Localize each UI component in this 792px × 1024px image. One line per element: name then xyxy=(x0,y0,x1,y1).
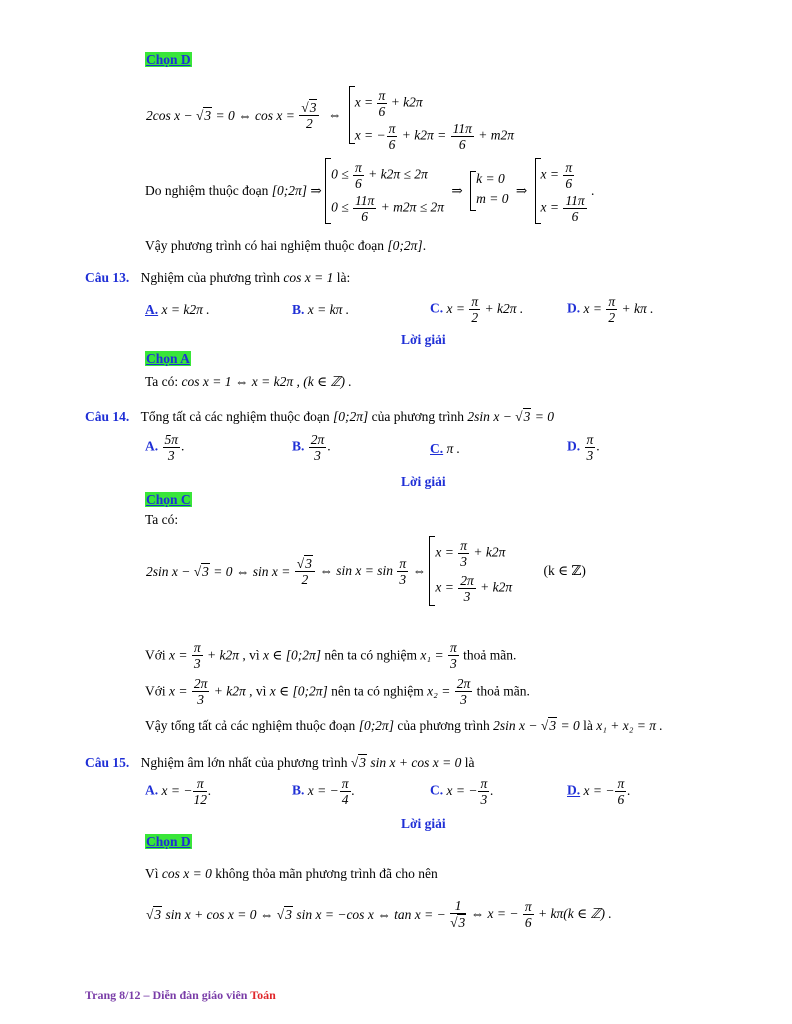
q14-option-b[interactable]: B. $\frac{2\pi}{3}$ . xyxy=(292,432,331,463)
question-15: Câu 15. Nghiệm âm lớn nhất của phương trình √3 sin x + cos x = 0 là xyxy=(85,755,475,770)
q12-interval-condition: Do nghiệm thuộc đoạn [0;2π] ⇒ 0 ≤ $\frac{\pi}{6}$ + k2π ≤ 2π 0 ≤ $\frac{11\pi}{6}$ + m2π ≤ 2π ⇒ k = 0 m = 0 ⇒ x = $\frac{\pi}{6}$ x = $\frac{11\pi}{6}$ . xyxy=(145,160,595,224)
q14-case-2: Với x = $\frac{2\pi}{3}$ + k2π , vì x ∈ [0;2π] nên ta có nghiệm x₂ = $\frac{2\pi}{3}$ thoả mãn. xyxy=(145,676,530,707)
q15-reason: Vì cos x = 0 không thỏa mãn phương trình đã cho nên xyxy=(145,866,438,881)
q13-option-b[interactable]: B. x = kπ . xyxy=(292,302,350,317)
page-footer: Trang 8/12 – Diễn đàn giáo viên Toán xyxy=(85,988,276,1002)
q14-equation: 2sin x − √3 = 0 ⇔ sin x = $\frac{√3}{2}$ ⇔ sin x = sin $\frac{\pi}{3}$ ⇔ x = $\frac{\pi}{3}$ + k2π x = $\frac{2\pi}{3}$ + k2π (k ∈ ℤ) xyxy=(146,538,586,604)
q14-ta-co: Ta có: xyxy=(145,512,179,527)
q14-solution-heading: Lời giải xyxy=(401,474,446,489)
question-13: Câu 13. Nghiệm của phương trình cos x = 1 là: xyxy=(85,270,351,285)
q15-options xyxy=(145,776,705,812)
q14-case-1: Với x = $\frac{\pi}{3}$ + k2π , vì x ∈ [0;2π] nên ta có nghiệm x₁ = $\frac{\pi}{3}$ thoả mãn. xyxy=(145,640,517,671)
choose-answer-d: Chọn D xyxy=(146,52,191,67)
q14-conclusion: Vậy tổng tất cả các nghiệm thuộc đoạn [0;2π] của phương trình 2sin x − √3 = 0 là x₁ + x₂ = π . xyxy=(145,718,663,733)
q12-conclusion: Vậy phương trình có hai nghiệm thuộc đoạn [0;2π]. xyxy=(145,238,427,253)
q14-options xyxy=(145,432,705,468)
q15-option-b[interactable]: B. x = − $\frac{\pi}{4}$ . xyxy=(292,776,355,807)
q15-option-d[interactable]: D. x = − $\frac{\pi}{6}$ . xyxy=(567,776,631,807)
question-14: Câu 14. Tổng tất cả các nghiệm thuộc đoạn [0;2π] của phương trình 2sin x − √3 = 0 xyxy=(85,409,554,424)
q13-option-d[interactable]: D. x = $\frac{\pi}{2}$ + kπ . xyxy=(567,294,654,325)
q14-option-d[interactable]: D. $\frac{\pi}{3}$ . xyxy=(567,432,600,463)
q13-options xyxy=(145,294,705,330)
q14-option-c[interactable]: C. π . xyxy=(430,441,461,456)
q13-choose: Chọn A xyxy=(146,351,190,366)
q13-work: Ta có: cos x = 1 ⇔ x = k2π , (k ∈ ℤ) . xyxy=(145,374,352,389)
q15-option-c[interactable]: C. x = − $\frac{\pi}{3}$ . xyxy=(430,776,494,807)
q13-option-c[interactable]: C. x = $\frac{\pi}{2}$ + k2π . xyxy=(430,294,524,325)
q12-equation-1: 2cos x − √3 = 0 ⇔ cos x = $\frac{√3}{2}$ ⇔ x = $\frac{\pi}{6}$ + k2π x = − $\frac{\pi}{6}$ + k2π = $\frac{11\pi}{6}$ + m2π xyxy=(146,88,515,152)
q15-work: √3 sin x + cos x = 0 ⇔ √3 sin x = −cos x ⇔ tan x = − $\frac{1}{√3}$ ⇔ x = − $\frac{\pi}{6}$ + kπ(k ∈ ℤ) . xyxy=(146,898,612,930)
q15-solution-heading: Lời giải xyxy=(401,816,446,831)
q14-option-a[interactable]: A. $\frac{5\pi}{3}$ . xyxy=(145,432,185,463)
q13-option-a[interactable]: A. x = k2π . xyxy=(145,302,210,317)
q15-choose: Chọn D xyxy=(146,834,191,849)
q15-option-a[interactable]: A. x = − $\frac{\pi}{12}$ . xyxy=(145,776,212,807)
q13-solution-heading: Lời giải xyxy=(401,332,446,347)
q14-choose: Chọn C xyxy=(146,492,191,507)
